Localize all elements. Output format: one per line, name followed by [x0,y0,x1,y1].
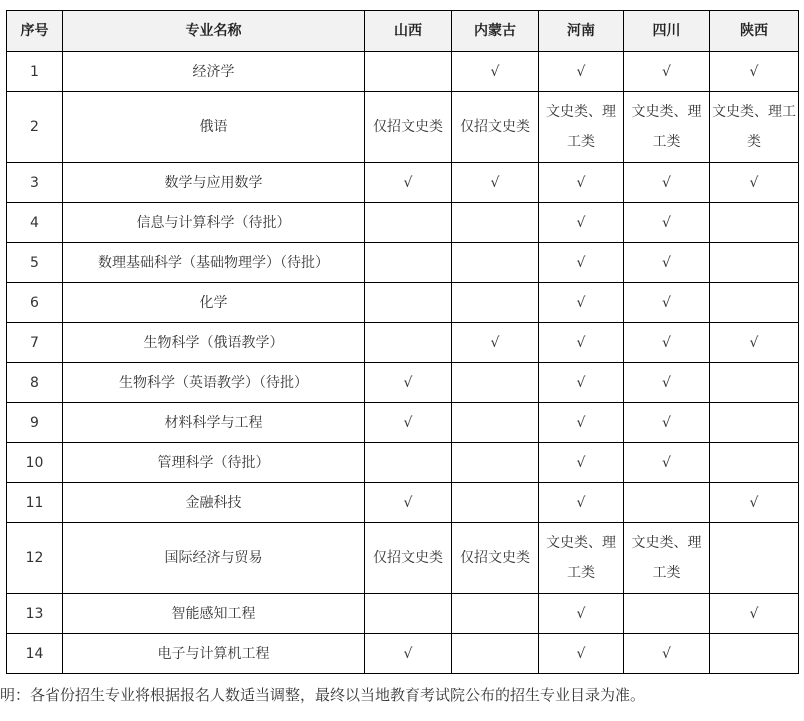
cell-major: 金融科技 [63,483,365,523]
cell-index: 8 [7,363,63,403]
cell-henan: √ [539,363,624,403]
table-row [7,523,799,594]
table-row [7,323,799,363]
header-shaanxi: 陕西 [710,11,799,52]
cell-neimenggu: 仅招文史类 [452,523,539,594]
cell-index: 10 [7,443,63,483]
cell-neimenggu: √ [452,163,539,203]
cell-index: 5 [7,243,63,283]
cell-neimenggu [452,443,539,483]
cell-sichuan: √ [624,634,710,674]
cell-shanxi [365,323,452,363]
cell-shaanxi [710,523,799,594]
cell-henan: √ [539,483,624,523]
table-header-row [7,11,799,52]
cell-sichuan: √ [624,283,710,323]
table-row [7,443,799,483]
enrollment-table [6,10,799,674]
cell-shaanxi [710,403,799,443]
cell-shanxi [365,283,452,323]
cell-shaanxi: √ [710,163,799,203]
cell-major: 管理科学（待批） [63,443,365,483]
cell-shaanxi [710,443,799,483]
cell-sichuan: √ [624,243,710,283]
table-row [7,52,799,92]
footnote: 明：各省份招生专业将根据报名人数适当调整，最终以当地教育考试院公布的招生专业目录为准。 [0,686,646,704]
cell-sichuan: √ [624,403,710,443]
cell-shaanxi [710,203,799,243]
table-row [7,634,799,674]
cell-index: 7 [7,323,63,363]
header-sichuan: 四川 [624,11,710,52]
cell-major: 俄语 [63,92,365,163]
cell-shanxi: √ [365,363,452,403]
cell-shanxi: √ [365,403,452,443]
cell-neimenggu: √ [452,323,539,363]
cell-shaanxi [710,363,799,403]
cell-neimenggu [452,283,539,323]
cell-index: 3 [7,163,63,203]
table-row [7,243,799,283]
cell-henan: √ [539,634,624,674]
cell-shaanxi [710,243,799,283]
cell-index: 13 [7,594,63,634]
cell-index: 1 [7,52,63,92]
cell-index: 14 [7,634,63,674]
cell-neimenggu [452,403,539,443]
cell-major: 信息与计算科学（待批） [63,203,365,243]
cell-index: 12 [7,523,63,594]
table-row [7,92,799,163]
cell-henan: √ [539,443,624,483]
cell-shaanxi [710,634,799,674]
cell-index: 4 [7,203,63,243]
cell-shanxi: √ [365,483,452,523]
cell-neimenggu [452,363,539,403]
cell-henan: √ [539,243,624,283]
cell-shanxi: √ [365,163,452,203]
table-row [7,163,799,203]
table-body [7,52,799,674]
cell-henan: √ [539,594,624,634]
cell-sichuan: √ [624,323,710,363]
cell-shaanxi: √ [710,52,799,92]
header-index: 序号 [7,11,63,52]
cell-shaanxi: √ [710,323,799,363]
cell-index: 6 [7,283,63,323]
cell-henan: 文史类、理工类 [539,92,624,163]
cell-sichuan: 文史类、理工类 [624,523,710,594]
cell-sichuan: √ [624,163,710,203]
cell-henan: √ [539,283,624,323]
cell-henan: √ [539,52,624,92]
cell-neimenggu [452,594,539,634]
cell-henan: √ [539,323,624,363]
cell-henan: √ [539,203,624,243]
cell-shaanxi: 文史类、理工类 [710,92,799,163]
cell-neimenggu: 仅招文史类 [452,92,539,163]
cell-neimenggu [452,203,539,243]
cell-index: 2 [7,92,63,163]
cell-sichuan: 文史类、理工类 [624,92,710,163]
cell-shaanxi: √ [710,594,799,634]
cell-sichuan: √ [624,443,710,483]
cell-neimenggu [452,634,539,674]
table-row [7,203,799,243]
cell-major: 电子与计算机工程 [63,634,365,674]
cell-major: 材料科学与工程 [63,403,365,443]
cell-sichuan [624,483,710,523]
cell-sichuan [624,594,710,634]
cell-shanxi: √ [365,634,452,674]
cell-shanxi: 仅招文史类 [365,92,452,163]
cell-major: 数理基础科学（基础物理学）（待批） [63,243,365,283]
cell-major: 经济学 [63,52,365,92]
cell-shaanxi [710,283,799,323]
table-row [7,483,799,523]
cell-shanxi: 仅招文史类 [365,523,452,594]
table-row [7,594,799,634]
table-row [7,283,799,323]
cell-shanxi [365,594,452,634]
cell-major: 化学 [63,283,365,323]
cell-shanxi [365,52,452,92]
cell-henan: 文史类、理工类 [539,523,624,594]
table-row [7,363,799,403]
cell-neimenggu [452,243,539,283]
header-henan: 河南 [539,11,624,52]
cell-henan: √ [539,403,624,443]
cell-neimenggu: √ [452,52,539,92]
cell-sichuan: √ [624,363,710,403]
cell-major: 智能感知工程 [63,594,365,634]
cell-shanxi [365,443,452,483]
cell-major: 生物科学（俄语教学） [63,323,365,363]
cell-sichuan: √ [624,203,710,243]
cell-major: 数学与应用数学 [63,163,365,203]
cell-index: 9 [7,403,63,443]
cell-index: 11 [7,483,63,523]
cell-neimenggu [452,483,539,523]
table-row [7,403,799,443]
header-shanxi: 山西 [365,11,452,52]
cell-major: 生物科学（英语教学）（待批） [63,363,365,403]
cell-henan: √ [539,163,624,203]
cell-sichuan: √ [624,52,710,92]
cell-shanxi [365,243,452,283]
cell-major: 国际经济与贸易 [63,523,365,594]
header-major: 专业名称 [63,11,365,52]
header-neimenggu: 内蒙古 [452,11,539,52]
cell-shanxi [365,203,452,243]
cell-shaanxi: √ [710,483,799,523]
